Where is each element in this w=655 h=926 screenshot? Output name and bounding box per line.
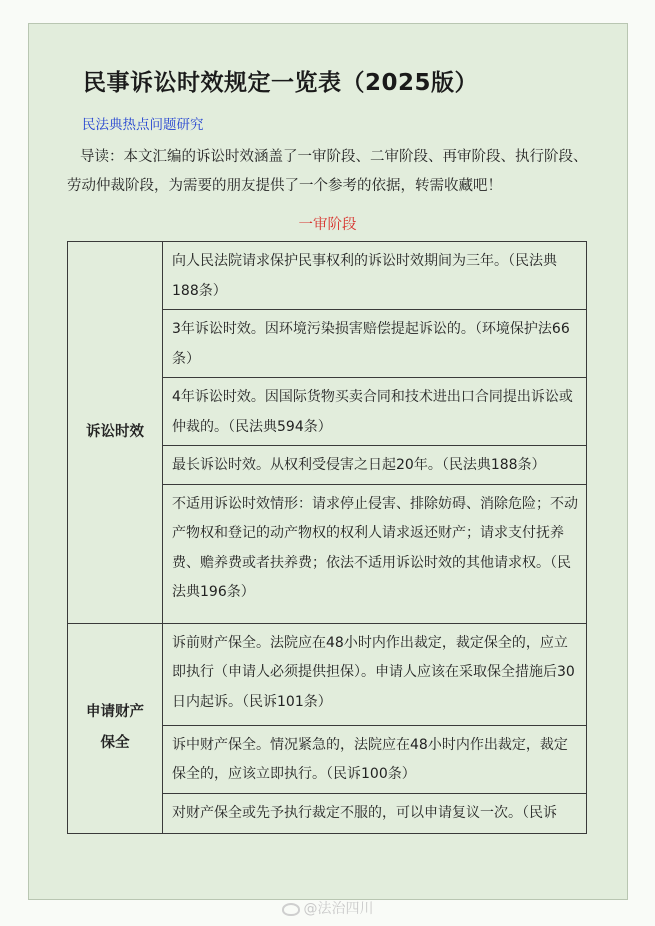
section-title: 一审阶段 <box>298 217 357 233</box>
statute-table <box>67 241 587 834</box>
table-row <box>68 623 587 725</box>
intro-paragraph: 导读：本文汇编的诉讼时效涵盖了一审阶段、二审阶段、再审阶段、执行阶段、劳动仲裁阶段，为需要的朋友提供了一个参考的依据，转需收藏吧！ <box>67 149 588 194</box>
table-row <box>68 242 587 310</box>
provision-cell-partial <box>163 793 587 833</box>
provision-cell: 诉中财产保全。情况紧急的，法院应在48小时内作出裁定，裁定保全的，应该立即执行。（民诉100条） <box>163 725 587 793</box>
provision-text: 对财产保全或先予执行裁定不服的，可以申请复议一次。（民诉 <box>172 804 557 821</box>
provision-cell: 最长诉讼时效。从权利受侵害之日起20年。（民法典188条） <box>163 446 587 485</box>
weibo-logo-icon <box>282 903 300 916</box>
category-cell: 诉讼时效 <box>68 242 163 624</box>
provision-cell: 向人民法院请求保护民事权利的诉讼时效期间为三年。（民法典188条） <box>163 242 587 310</box>
document-subtitle[interactable]: 民法典热点问题研究 <box>82 117 204 133</box>
document-title: 民事诉讼时效规定一览表（2025版） <box>83 70 479 96</box>
watermark <box>0 898 655 918</box>
provision-cell: 诉前财产保全。法院应在48小时内作出裁定，裁定保全的，应立即执行（申请人必须提供担保）。申请人应该在采取保全措施后30日内起诉。（民诉101条） <box>163 623 587 725</box>
watermark-text: @法治四川 <box>303 901 374 917</box>
category-cell: 申请财产保全 <box>68 623 163 833</box>
provision-cell: 不适用诉讼时效情形：请求停止侵害、排除妨碍、消除危险；不动产物权和登记的动产物权的权利人请求返还财产；请求支付抚养费、赡养费或者扶养费；依法不适用诉讼时效的其他请求权。（民法典196条） <box>163 484 587 623</box>
provision-cell: 4年诉讼时效。因国际货物买卖合同和技术进出口合同提出诉讼或仲裁的。（民法典594条） <box>163 378 587 446</box>
provision-cell: 3年诉讼时效。因环境污染损害赔偿提起诉讼的。（环境保护法66条） <box>163 310 587 378</box>
